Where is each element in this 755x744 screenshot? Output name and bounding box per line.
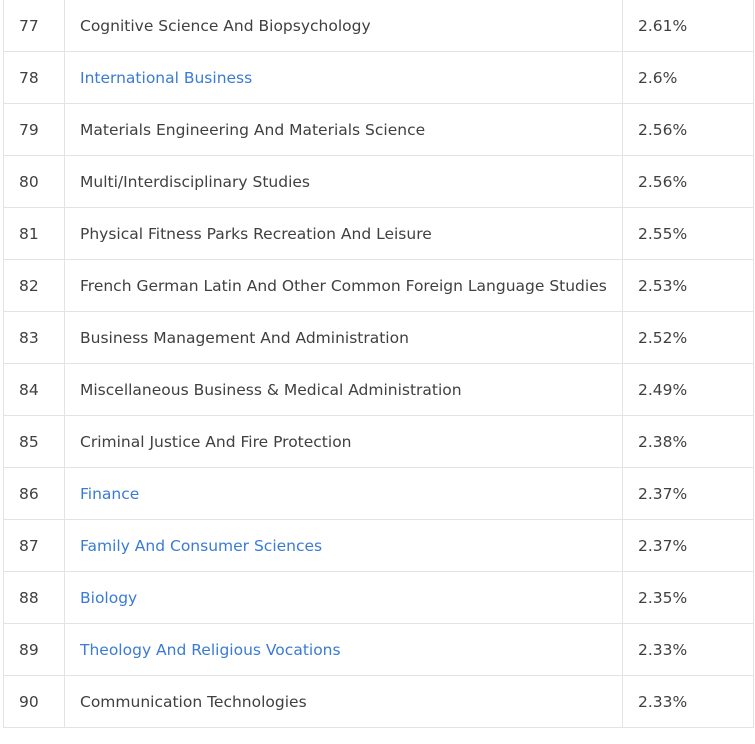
major-cell: [65, 416, 623, 468]
major-link[interactable]: Biology: [80, 588, 138, 607]
percent-cell: 2.33%: [623, 676, 754, 728]
table-row: [4, 364, 754, 416]
rank-cell: 79: [4, 104, 65, 156]
major-name: Business Management And Administration: [80, 328, 409, 347]
major-cell: [65, 312, 623, 364]
major-cell: [65, 208, 623, 260]
rank-cell: 85: [4, 416, 65, 468]
majors-table-body: [4, 0, 754, 728]
table-row: [4, 572, 754, 624]
major-cell: [65, 572, 623, 624]
major-link[interactable]: International Business: [80, 68, 253, 87]
major-name: French German Latin And Other Common Foreign Language Studies: [80, 276, 607, 295]
percent-cell: 2.61%: [623, 0, 754, 52]
table-row: [4, 520, 754, 572]
table-row: [4, 312, 754, 364]
table-row: [4, 156, 754, 208]
rank-cell: 86: [4, 468, 65, 520]
major-cell: [65, 104, 623, 156]
percent-cell: 2.55%: [623, 208, 754, 260]
rank-cell: 84: [4, 364, 65, 416]
percent-cell: 2.38%: [623, 416, 754, 468]
table-row: [4, 260, 754, 312]
percent-cell: 2.53%: [623, 260, 754, 312]
major-link[interactable]: Family And Consumer Sciences: [80, 536, 323, 555]
percent-cell: 2.56%: [623, 156, 754, 208]
major-name: Multi/Interdisciplinary Studies: [80, 172, 311, 191]
percent-cell: 2.49%: [623, 364, 754, 416]
percent-cell: 2.35%: [623, 572, 754, 624]
rank-cell: 88: [4, 572, 65, 624]
percent-cell: 2.37%: [623, 468, 754, 520]
table-row: [4, 208, 754, 260]
rank-cell: 80: [4, 156, 65, 208]
rank-cell: 90: [4, 676, 65, 728]
major-name: Physical Fitness Parks Recreation And Leisure: [80, 224, 432, 243]
major-cell: [65, 52, 623, 104]
major-cell: [65, 676, 623, 728]
table-row: [4, 416, 754, 468]
major-name: Communication Technologies: [80, 692, 307, 711]
percent-cell: 2.56%: [623, 104, 754, 156]
percent-cell: 2.37%: [623, 520, 754, 572]
rank-cell: 87: [4, 520, 65, 572]
major-name: Criminal Justice And Fire Protection: [80, 432, 352, 451]
table-row: [4, 104, 754, 156]
major-cell: [65, 364, 623, 416]
major-cell: [65, 0, 623, 52]
rank-cell: 78: [4, 52, 65, 104]
table-row: [4, 52, 754, 104]
percent-cell: 2.33%: [623, 624, 754, 676]
table-row: [4, 676, 754, 728]
major-cell: [65, 156, 623, 208]
major-cell: [65, 260, 623, 312]
major-cell: [65, 468, 623, 520]
major-link[interactable]: Finance: [80, 484, 140, 503]
rank-cell: 83: [4, 312, 65, 364]
major-cell: [65, 520, 623, 572]
table-row: [4, 624, 754, 676]
majors-table: [3, 0, 754, 728]
major-cell: [65, 624, 623, 676]
rank-cell: 82: [4, 260, 65, 312]
major-name: Miscellaneous Business & Medical Administration: [80, 380, 462, 399]
rank-cell: 77: [4, 0, 65, 52]
rank-cell: 89: [4, 624, 65, 676]
percent-cell: 2.52%: [623, 312, 754, 364]
table-row: [4, 468, 754, 520]
table-row: [4, 0, 754, 52]
rank-cell: 81: [4, 208, 65, 260]
major-name: Cognitive Science And Biopsychology: [80, 16, 371, 35]
major-name: Materials Engineering And Materials Science: [80, 120, 426, 139]
major-link[interactable]: Theology And Religious Vocations: [80, 640, 341, 659]
percent-cell: 2.6%: [623, 52, 754, 104]
